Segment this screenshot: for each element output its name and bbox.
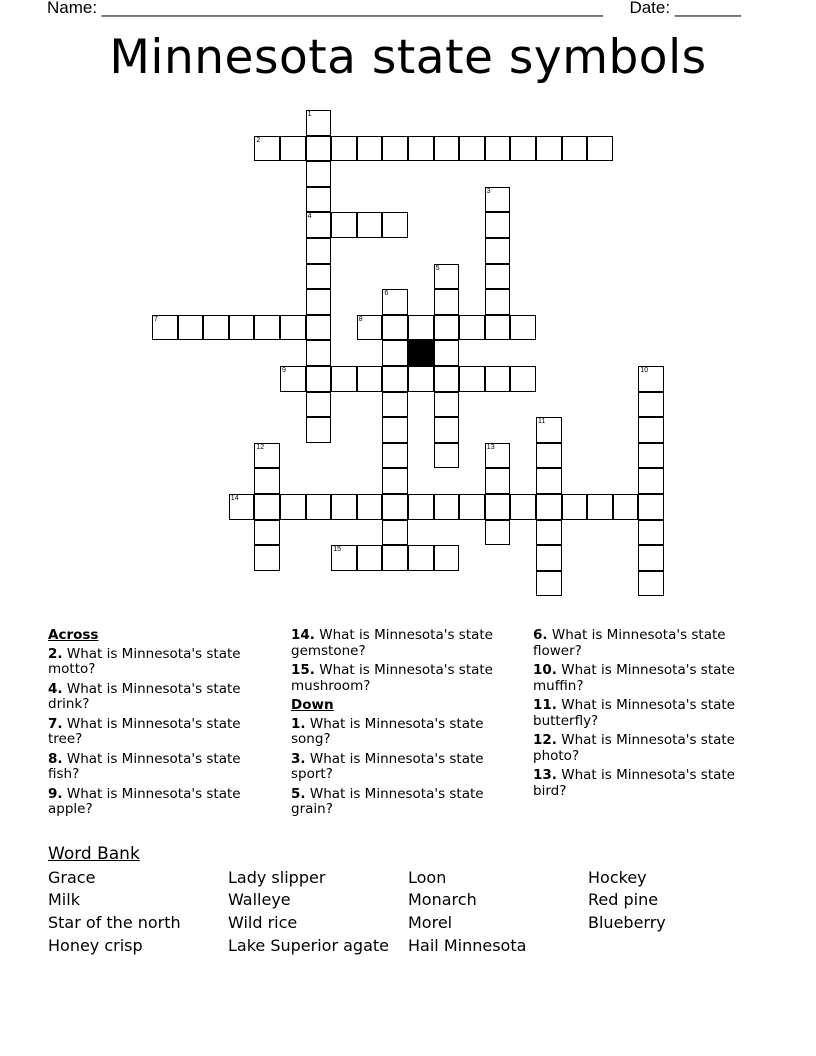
grid-cell[interactable] (306, 187, 332, 213)
grid-cell[interactable] (382, 366, 408, 392)
grid-cell[interactable] (459, 494, 485, 520)
clue-text: What is Minnesota's state muffin? (533, 662, 735, 694)
grid-cell[interactable] (510, 366, 536, 392)
grid-cell[interactable] (306, 238, 332, 264)
grid-cell[interactable] (280, 366, 306, 392)
grid-cell[interactable] (408, 494, 434, 520)
word-bank-item: Hail Minnesota (408, 936, 527, 955)
grid-cell[interactable] (408, 545, 434, 571)
grid-cell[interactable] (434, 136, 460, 162)
word-bank-title: Word Bank (48, 844, 140, 864)
clue-number: 15 (291, 662, 310, 678)
grid-cell[interactable] (510, 315, 536, 341)
grid-cell[interactable] (562, 494, 588, 520)
clue-number-dot: . (551, 662, 557, 678)
clue-number-dot: . (300, 715, 306, 732)
grid-cell[interactable] (382, 340, 408, 366)
cell-number: 10 (640, 367, 649, 374)
grid-cell[interactable] (382, 545, 408, 571)
clue-number: 9 (48, 785, 58, 802)
grid-cell[interactable] (331, 545, 357, 571)
grid-cell[interactable] (536, 494, 562, 520)
grid-cell[interactable] (382, 520, 408, 546)
grid-cell[interactable] (331, 212, 357, 238)
cell-number: 8 (358, 315, 363, 323)
clue-number-dot: . (300, 750, 306, 767)
grid-cell[interactable] (510, 136, 536, 162)
cell-number: 14 (230, 495, 239, 502)
grid-cell[interactable] (306, 110, 332, 136)
cell-number: 1 (307, 111, 312, 118)
grid-cell[interactable] (382, 315, 408, 341)
grid-cell[interactable] (357, 315, 383, 341)
clue-text: What is Minnesota's state apple? (48, 785, 241, 817)
clue-number-dot: . (57, 680, 63, 697)
grid-cell[interactable] (638, 545, 664, 571)
word-bank-item: Grace (48, 868, 96, 887)
grid-cell[interactable] (638, 468, 664, 494)
grid-cell[interactable] (434, 366, 460, 392)
clue-across-14 (291, 628, 516, 659)
clue-number: 2 (48, 645, 58, 662)
grid-cell[interactable] (280, 494, 306, 520)
clue-number-dot: . (57, 715, 63, 732)
grid-cell[interactable] (536, 545, 562, 571)
clue-number-dot: . (309, 627, 315, 643)
grid-cell[interactable] (254, 494, 280, 520)
grid-cell[interactable] (536, 443, 562, 469)
grid-cell[interactable] (510, 494, 536, 520)
clue-text: What is Minnesota's state photo? (533, 732, 735, 764)
grid-cell[interactable] (306, 289, 332, 315)
clue-column-3 (533, 628, 768, 803)
grid-cell[interactable] (306, 340, 332, 366)
date-blank[interactable]: _______ (674, 0, 741, 17)
clue-down-10 (533, 663, 768, 694)
grid-cell[interactable] (306, 315, 332, 341)
grid-cell[interactable] (254, 520, 280, 546)
cell-number: 7 (154, 315, 158, 323)
grid-cell[interactable] (306, 161, 332, 187)
grid-cell[interactable] (485, 238, 511, 264)
grid-cell[interactable] (485, 187, 511, 213)
grid-cell[interactable] (357, 136, 383, 162)
grid-cell[interactable] (485, 443, 511, 469)
grid-cell[interactable] (229, 315, 255, 341)
grid-cell[interactable] (459, 136, 485, 162)
grid-cell[interactable] (434, 443, 460, 469)
grid-cell[interactable] (280, 315, 306, 341)
cell-number: 5 (435, 264, 440, 272)
clue-across-8 (48, 752, 268, 783)
grid-cell[interactable] (485, 289, 511, 315)
name-label: Name: (47, 0, 102, 17)
grid-cell[interactable] (459, 315, 485, 341)
cell-number: 13 (486, 443, 495, 451)
grid-cell[interactable] (536, 468, 562, 494)
clue-number: 7 (48, 715, 58, 732)
grid-cell[interactable] (203, 315, 229, 341)
word-bank-item: Lady slipper (228, 868, 326, 887)
word-bank-item: Blueberry (588, 913, 666, 932)
grid-cell[interactable] (434, 289, 460, 315)
grid-cell[interactable] (382, 468, 408, 494)
grid-cell[interactable] (357, 212, 383, 238)
grid-cell[interactable] (485, 366, 511, 392)
grid-cell[interactable] (408, 136, 434, 162)
grid-cell[interactable] (382, 443, 408, 469)
clue-number-dot: . (57, 785, 63, 802)
word-bank-item: Morel (408, 913, 453, 932)
grid-cell[interactable] (638, 366, 664, 392)
word-bank-item: Walleye (228, 890, 291, 909)
clue-down-5 (291, 787, 516, 818)
clue-text: What is Minnesota's state motto? (48, 645, 241, 677)
clue-text: What is Minnesota's state grain? (291, 785, 484, 817)
grid-cell[interactable] (434, 417, 460, 443)
clue-number: 13 (533, 767, 552, 783)
grid-cell[interactable] (254, 315, 280, 341)
clue-text: What is Minnesota's state sport? (291, 750, 484, 782)
header (47, 0, 741, 18)
grid-black-cell (408, 340, 434, 366)
grid-cell[interactable] (434, 264, 460, 290)
word-bank-item: Milk (48, 890, 80, 909)
date-field[interactable] (629, 0, 741, 18)
grid-cell[interactable] (485, 494, 511, 520)
clue-text: What is Minnesota's state butterfly? (533, 697, 735, 729)
grid-cell[interactable] (434, 340, 460, 366)
clue-text: What is Minnesota's state fish? (48, 750, 241, 782)
grid-cell[interactable] (638, 520, 664, 546)
grid-cell[interactable] (562, 136, 588, 162)
clue-number: 14 (291, 627, 310, 643)
clue-number: 12 (533, 732, 552, 748)
clue-number-dot: . (551, 732, 557, 748)
cell-number: 2 (256, 136, 261, 144)
grid-cell[interactable] (536, 417, 562, 443)
grid-cell[interactable] (254, 136, 280, 162)
cell-number: 15 (333, 546, 341, 554)
clue-text: What is Minnesota's state gemstone? (291, 627, 493, 659)
grid-cell[interactable] (485, 136, 511, 162)
clue-text: What is Minnesota's state song? (291, 715, 484, 747)
clue-text: What is Minnesota's state bird? (533, 767, 735, 799)
clue-text: What is Minnesota's state flower? (533, 627, 726, 659)
clue-across-9 (48, 787, 268, 818)
grid-cell[interactable] (638, 571, 664, 597)
grid-cell[interactable] (382, 417, 408, 443)
grid-cell[interactable] (638, 443, 664, 469)
clue-number: 10 (533, 662, 552, 678)
clue-down-11 (533, 698, 768, 729)
grid-cell[interactable] (254, 443, 280, 469)
clue-across-7 (48, 717, 268, 748)
grid-cell[interactable] (613, 494, 639, 520)
cell-number: 3 (486, 187, 491, 195)
grid-cell[interactable] (331, 494, 357, 520)
cell-number: 12 (256, 443, 265, 451)
grid-cell[interactable] (382, 289, 408, 315)
down-heading: Down (291, 697, 334, 713)
grid-cell[interactable] (434, 392, 460, 418)
grid-cell[interactable] (152, 315, 178, 341)
name-field[interactable] (47, 0, 603, 18)
grid-cell[interactable] (178, 315, 204, 341)
clue-column-2 (291, 628, 516, 822)
word-bank-item: Loon (408, 868, 447, 887)
clue-text: What is Minnesota's state mushroom? (291, 662, 493, 694)
clue-number-dot: . (309, 662, 315, 678)
grid-cell[interactable] (280, 136, 306, 162)
clue-number-dot: . (300, 785, 306, 802)
clue-number-dot: . (551, 697, 557, 713)
word-bank-item: Honey crisp (48, 936, 143, 955)
grid-cell[interactable] (357, 494, 383, 520)
grid-cell[interactable] (306, 417, 332, 443)
grid-cell[interactable] (331, 366, 357, 392)
cell-number: 6 (384, 290, 389, 298)
grid-cell[interactable] (382, 212, 408, 238)
clue-number-dot: . (57, 750, 63, 767)
clue-down-1 (291, 717, 516, 748)
grid-cell[interactable] (306, 264, 332, 290)
cell-number: 9 (282, 367, 286, 374)
clue-text: What is Minnesota's state drink? (48, 680, 241, 712)
grid-cell[interactable] (306, 212, 332, 238)
clue-down-3 (291, 752, 516, 783)
grid-cell[interactable] (485, 315, 511, 341)
clue-number: 6 (533, 627, 543, 643)
grid-cell[interactable] (357, 366, 383, 392)
grid-cell[interactable] (434, 494, 460, 520)
grid-cell[interactable] (306, 494, 332, 520)
clue-across-2 (48, 647, 268, 678)
page-title: Minnesota state symbols (109, 30, 707, 85)
clue-number: 3 (291, 750, 301, 767)
grid-cell[interactable] (459, 366, 485, 392)
word-bank-item: Star of the north (48, 913, 181, 932)
clue-number: 4 (48, 680, 58, 697)
clue-number: 1 (291, 715, 301, 732)
cell-number: 4 (307, 213, 312, 221)
clue-down-6 (533, 628, 768, 659)
clue-down-12 (533, 733, 768, 764)
clue-down-13 (533, 768, 768, 799)
grid-cell[interactable] (229, 494, 255, 520)
word-bank-item: Monarch (408, 890, 477, 909)
grid-cell[interactable] (587, 494, 613, 520)
clue-number: 5 (291, 785, 301, 802)
clue-text: What is Minnesota's state tree? (48, 715, 241, 747)
grid-cell[interactable] (434, 315, 460, 341)
grid-cell[interactable] (587, 136, 613, 162)
grid-cell[interactable] (306, 136, 332, 162)
clue-number: 8 (48, 750, 58, 767)
clue-number-dot: . (551, 767, 557, 783)
grid-cell[interactable] (485, 212, 511, 238)
grid-cell[interactable] (408, 315, 434, 341)
grid-cell[interactable] (382, 136, 408, 162)
grid-cell[interactable] (536, 571, 562, 597)
grid-cell[interactable] (254, 468, 280, 494)
grid-cell[interactable] (536, 136, 562, 162)
grid-cell[interactable] (306, 366, 332, 392)
grid-cell[interactable] (638, 417, 664, 443)
grid-cell[interactable] (485, 264, 511, 290)
grid-cell[interactable] (485, 468, 511, 494)
grid-cell[interactable] (408, 366, 434, 392)
clue-across-15 (291, 663, 516, 694)
grid-cell[interactable] (357, 545, 383, 571)
grid-cell[interactable] (254, 545, 280, 571)
across-heading: Across (48, 627, 99, 643)
grid-cell[interactable] (382, 494, 408, 520)
name-blank[interactable]: _____________________________________________________ (101, 0, 603, 17)
grid-cell[interactable] (434, 545, 460, 571)
clue-number: 11 (533, 697, 552, 713)
grid-cell[interactable] (485, 520, 511, 546)
word-bank-item: Hockey (588, 868, 647, 887)
grid-cell[interactable] (638, 494, 664, 520)
grid-cell[interactable] (638, 392, 664, 418)
clue-column-1 (48, 628, 268, 822)
clue-number-dot: . (57, 645, 63, 662)
date-label: Date: (629, 0, 675, 17)
grid-cell[interactable] (331, 136, 357, 162)
grid-cell[interactable] (306, 392, 332, 418)
clue-across-4 (48, 682, 268, 713)
word-bank-item: Red pine (588, 890, 659, 909)
clue-number-dot: . (542, 627, 548, 643)
word-bank-item: Wild rice (228, 913, 298, 932)
grid-cell[interactable] (382, 392, 408, 418)
grid-cell[interactable] (536, 520, 562, 546)
word-bank-item: Lake Superior agate (228, 936, 389, 955)
cell-number: 11 (538, 418, 546, 426)
